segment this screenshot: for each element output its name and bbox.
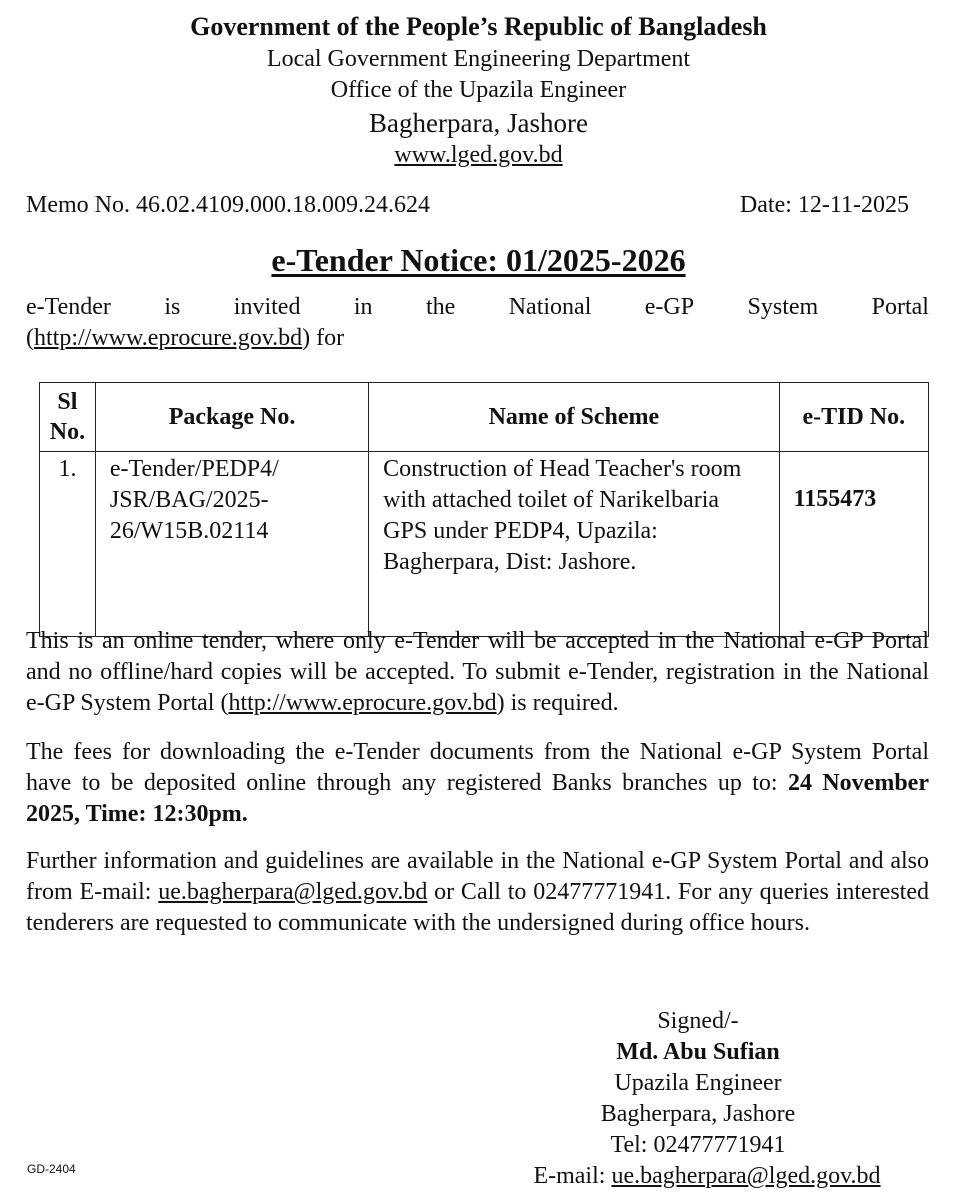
cell-package: e-Tender/PEDP4/ JSR/BAG/2025-26/W15B.02114	[95, 452, 368, 637]
notice-title-text: e-Tender Notice: 01/2025-2026	[271, 242, 686, 278]
eprocure-link[interactable]: http://www.eprocure.gov.bd	[34, 325, 303, 351]
cell-sl: 1.	[40, 452, 96, 637]
intro-word: in	[353, 294, 373, 320]
letterhead	[0, 10, 957, 171]
p1-text-before: This is an online tender, where only e-Tender will be accepted in the National e-GP Portal and no offline/hard copies will be accepted. To submit e-Tender, registration in the National e-GP System Portal (	[26, 628, 929, 716]
email-link[interactable]: ue.bagherpara@lged.gov.bd	[158, 879, 428, 905]
memo-row	[26, 190, 909, 220]
information-paragraph	[26, 846, 929, 939]
online-tender-paragraph	[26, 626, 929, 719]
intro-word: is	[164, 294, 181, 320]
cell-tid: 1155473	[779, 452, 928, 637]
office-location: Bagherpara, Jashore	[369, 108, 588, 138]
intro-open-paren: (	[26, 325, 34, 351]
intro-word: e-Tender	[26, 294, 111, 320]
header-tid: e-TID No.	[779, 383, 928, 452]
cell-scheme: Construction of Head Teacher's room with attached toilet of Narikelbaria GPS under PEDP4, Upazila: Bagherpara, Dist: Jashore.	[369, 452, 779, 637]
header-scheme: Name of Scheme	[369, 383, 779, 452]
intro-tail: ) for	[302, 325, 345, 351]
intro-line-1	[26, 292, 929, 323]
office-name: Office of the Upazila Engineer	[330, 77, 627, 103]
signatory-name: Md. Abu Sufian	[616, 1039, 780, 1065]
p2-text: The fees for downloading the e-Tender documents from the National e-GP System Portal have to be deposited online through any registered Banks branches up to:	[26, 739, 929, 796]
p1-text-after: ) is required.	[496, 690, 619, 716]
intro-word: Portal	[871, 294, 929, 320]
intro-word: the	[425, 294, 456, 320]
signatory-email-link[interactable]: ue.bagherpara@lged.gov.bd	[611, 1163, 881, 1189]
intro-word: e-GP	[644, 294, 695, 320]
table-header-row	[40, 383, 929, 452]
header-sl-line2: No.	[49, 419, 86, 445]
intro-word: System	[747, 294, 819, 320]
signatory-location: Bagherpara, Jashore	[600, 1101, 796, 1127]
memo-number: Memo No. 46.02.4109.000.18.009.24.624	[26, 192, 430, 218]
fees-paragraph	[26, 737, 929, 830]
header-sl	[40, 383, 96, 452]
p3-text-before: Further information and guidelines are available in the National e-GP System Portal and also from E-mail:	[26, 848, 929, 905]
government-title: Government of the People’s Republic of Bangladesh	[190, 12, 767, 41]
intro-line-2	[26, 323, 929, 354]
department-name: Local Government Engineering Department	[266, 46, 691, 72]
footer-code: GD-2404	[27, 1162, 76, 1176]
table-row	[40, 452, 929, 637]
signed-label: Signed/-	[657, 1008, 739, 1034]
signatory-tel: Tel: 02477771941	[610, 1132, 786, 1158]
header-package: Package No.	[95, 383, 368, 452]
memo-date: Date: 12-11-2025	[739, 192, 909, 218]
p3-text-after: or Call to 02477771941. For any queries interested tenderers are requested to communicate with the undersigned during office hours.	[26, 879, 929, 936]
tender-table	[39, 382, 929, 637]
signatory-designation: Upazila Engineer	[614, 1070, 782, 1096]
header-sl-line1: Sl	[57, 389, 78, 415]
notice-title	[0, 240, 957, 280]
signatory-email-label: E-mail:	[533, 1163, 612, 1189]
intro-word: invited	[233, 294, 301, 320]
signatory-email-line	[458, 1161, 956, 1192]
intro-paragraph	[26, 292, 929, 354]
eprocure-link-2[interactable]: http://www.eprocure.gov.bd	[228, 690, 497, 716]
intro-word: National	[508, 294, 592, 320]
signature-block	[440, 1006, 956, 1192]
deadline-text: 24 November 2025, Time: 12:30pm.	[26, 770, 929, 827]
website-link[interactable]: www.lged.gov.bd	[394, 142, 563, 168]
